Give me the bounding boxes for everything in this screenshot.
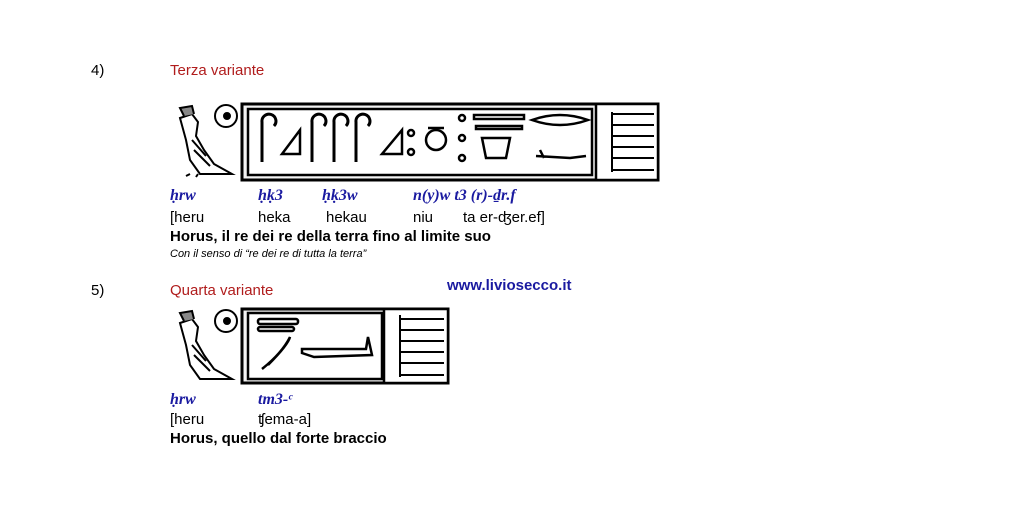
section-4-pron-1: [heru	[170, 209, 205, 226]
section-4-number: 4)	[91, 62, 105, 79]
section-4-pron-2: heka	[258, 209, 291, 226]
section-4-pron-3: hekau	[326, 209, 367, 226]
section-5-translit-1: ḥrw	[170, 391, 196, 408]
horus-serekh-hieroglyph-5	[170, 305, 450, 385]
section-4-pron-4: niu	[413, 209, 434, 226]
sun-disc-icon-5	[215, 310, 237, 332]
section-5-pron-1: [heru	[170, 411, 205, 428]
section-4-note: Con il senso di “re dei re di tutta la terra”	[170, 248, 367, 260]
section-5-title: Quarta variante	[170, 282, 274, 299]
section-4-translation: Horus, il re dei re della terra fino al limite suo	[170, 228, 491, 245]
website-link[interactable]: www.liviosecco.it	[447, 277, 572, 294]
section-5-number: 5)	[91, 282, 105, 299]
horus-serekh-hieroglyph-4	[170, 100, 660, 180]
section-4-pron-5: ta er-ʤer.ef]	[463, 209, 545, 226]
section-4-translit-4: n(y)w t3 (r)-ḏr.f	[413, 187, 516, 204]
section-4-translit-3: ḥḳ3w	[322, 187, 358, 204]
sun-disc-icon	[215, 105, 237, 127]
section-5-translation: Horus, quello dal forte braccio	[170, 430, 387, 447]
section-4-title: Terza variante	[170, 62, 265, 79]
section-5-pron-2: ʧema-a]	[258, 411, 312, 428]
section-5-translit-2: tm3-ᶜ	[258, 391, 293, 408]
section-4-translit-1: ḥrw	[170, 187, 196, 204]
section-4-translit-2: ḥḳ3	[258, 187, 283, 204]
